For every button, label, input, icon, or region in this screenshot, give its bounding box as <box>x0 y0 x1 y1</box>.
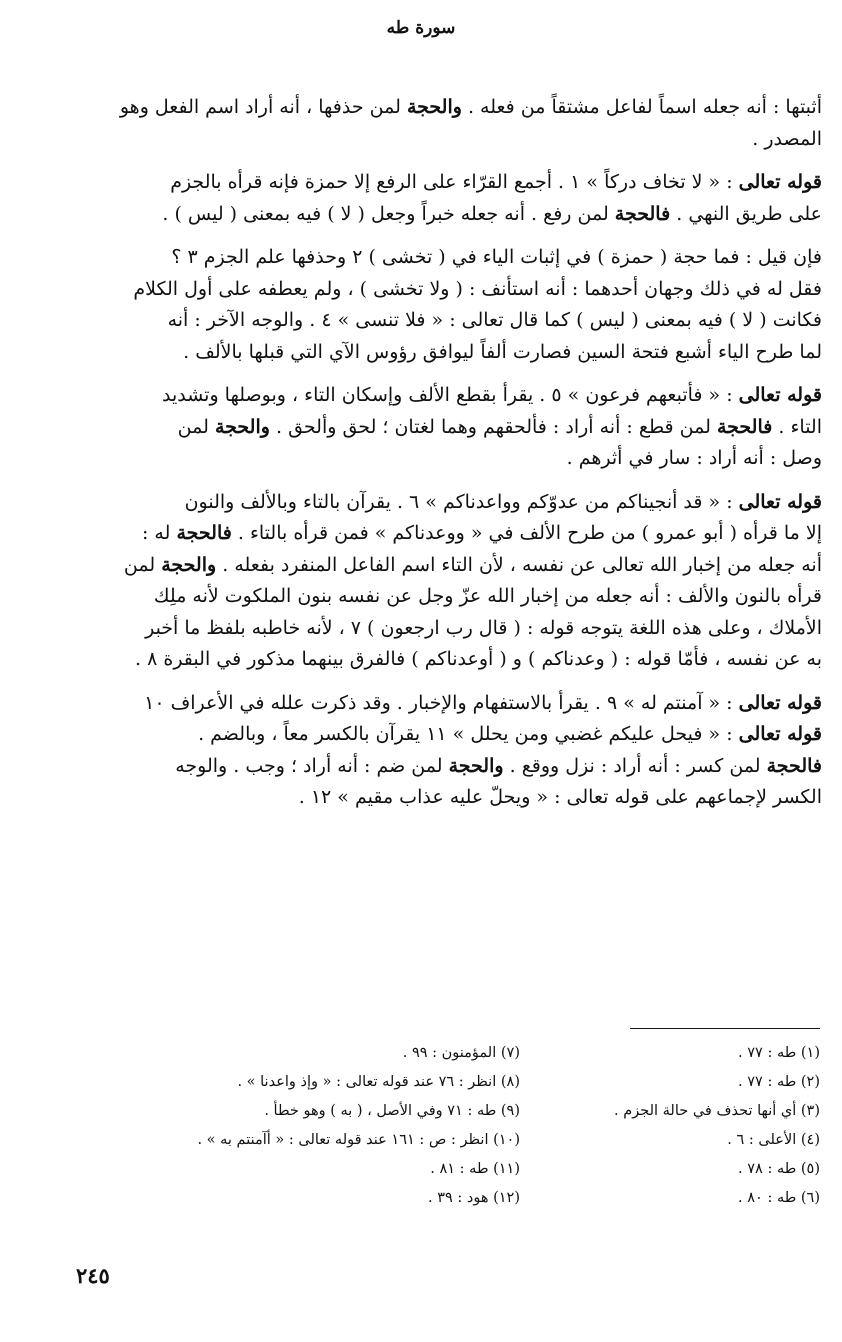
footnote: (٣) أي أنها تحذف في حالة الجزم . <box>614 1103 820 1119</box>
paragraph-4 <box>70 380 822 475</box>
text-span: لمن <box>123 553 156 576</box>
footnote: (٨) انظر : ٧٦ عند قوله تعالى : « وإذ واعدنا » . <box>237 1074 520 1090</box>
text-line <box>70 380 822 412</box>
main-text <box>70 92 822 826</box>
text-span: أنه جعله من إخبار الله تعالى عن نفسه ، لأن التاء اسم الفاعل المنفرد بفعله . <box>222 553 822 576</box>
footnote: (١٠) انظر : ص : ١٦١ عند قوله تعالى : « أآمنتم به » . <box>197 1132 520 1148</box>
text-line: فقل له في ذلك وجهان أحدهما : أنه استأنف : ( ولا تخشى ) ، ولم يعطفه على أول الكلام <box>133 277 822 300</box>
bold-term: والحجة <box>448 754 504 777</box>
page-number: ٢٤٥ <box>76 1263 110 1288</box>
footnote-row <box>100 1132 820 1161</box>
text-line <box>70 199 822 231</box>
text-line <box>70 688 822 720</box>
text-span: لمن ضم : أنه أراد ؛ وجب . والوجه <box>175 754 443 777</box>
text-line: فكانت ( لا ) فيه بمعنى ( ليس ) كما قال تعالى : « فلا تنسى » ٤ . والوجه الآخر : أنه <box>167 309 822 331</box>
text-line: الكسر لإجماعهم على قوله تعالى : « ويحلّ عليه عذاب مقيم » ١٢ . <box>298 786 822 808</box>
footnote: (٤) الأعلى : ٦ . <box>727 1132 820 1148</box>
text-span: : « فيحل عليكم غضبي ومن يحلل » ١١ يقرآن بالكسر معاً ، وبالضم . <box>198 723 733 745</box>
paragraph-1 <box>70 92 822 155</box>
text-span: لمن حذفها ، أنه أراد اسم الفعل وهو <box>119 96 401 118</box>
text-line <box>70 751 822 783</box>
footnotes <box>100 1045 820 1219</box>
text-span: له : <box>141 522 171 544</box>
footnote: (٩) طه : ٧١ وفي الأصل ، ( به ) وهو خطأ . <box>264 1103 520 1119</box>
bold-term: والحجة <box>161 553 217 576</box>
text-line: الأملاك ، وعلى هذه اللغة يتوجه قوله : ( قال رب ارجعون ) ٧ ، لأنه خاطبه بلفظ ما أخبر <box>145 616 822 639</box>
bold-term: فالحجة <box>614 202 671 225</box>
footnote-row <box>100 1045 820 1074</box>
text-line: المصدر . <box>752 127 822 150</box>
text-span: لمن قطع : أنه أراد : فألحقهم وهما لغتان ؛ لحق وألحق . <box>275 415 711 438</box>
text-span: : « قد أنجيناكم من عدوّكم وواعدناكم » ٦ . يقرآن بالتاء وبالألف والنون <box>184 490 733 513</box>
text-line: وصل : أنه أراد : سار في أثرهم . <box>566 447 822 469</box>
paragraph-6 <box>70 688 822 814</box>
footnote: (١١) طه : ٨١ . <box>430 1161 520 1177</box>
text-span: إلا ما قرأه ( أبو عمرو ) من طرح الألف في « ووعدناكم » فمن قرأه بالتاء . <box>237 522 822 544</box>
bold-term: فالحجة <box>766 754 822 777</box>
footnote: (١) طه : ٧٧ . <box>738 1045 820 1061</box>
bold-term: قوله تعالى <box>738 723 822 745</box>
footnote: (٦) طه : ٨٠ . <box>738 1190 820 1206</box>
text-line <box>70 719 822 751</box>
text-line: به عن نفسه ، فأمّا قوله : ( وعدناكم ) و ( أوعدناكم ) فالفرق بينهما مذكور في البقرة ٨ . <box>135 648 822 670</box>
text-span: : « لا تخاف دركاً » ١ . أجمع القرّاء على الرفع إلا حمزة فإنه قرأه بالجزم <box>170 171 733 193</box>
paragraph-3 <box>70 242 822 368</box>
text-span: لمن <box>177 415 209 438</box>
paragraph-2 <box>70 167 822 230</box>
bold-term: قوله تعالى <box>738 384 822 406</box>
bold-term: قوله تعالى <box>738 171 822 193</box>
text-line <box>70 92 822 124</box>
text-line <box>70 550 822 582</box>
text-line: لما طرح الياء أشبع فتحة السين فصارت ألفاً ليوافق رؤوس الآي التي قبلها بالألف . <box>183 340 822 363</box>
bold-term: قوله تعالى <box>738 691 822 714</box>
text-span: لمن رفع . أنه جعله خبراً وجعل ( لا ) فيه بمعنى ( ليس ) . <box>162 202 609 225</box>
text-span: على طريق النهي . <box>676 202 822 225</box>
text-line: قرأه بالنون والألف : أنه جعله من إخبار الله عزّ وجل عن نفسه بنون الملكوت لأنه ملِك <box>153 585 822 607</box>
footnote-row <box>100 1190 820 1219</box>
bold-term: قوله تعالى <box>738 490 822 513</box>
footnote: (١٢) هود : ٣٩ . <box>427 1190 520 1206</box>
paragraph-5 <box>70 487 822 676</box>
text-line <box>70 487 822 519</box>
text-line <box>70 412 822 444</box>
text-span: التاء . <box>778 415 822 438</box>
footnote: (٧) المؤمنون : ٩٩ . <box>402 1045 520 1061</box>
bold-term: والحجة <box>406 96 462 118</box>
bold-term: والحجة <box>214 415 270 438</box>
footnote: (٥) طه : ٧٨ . <box>738 1161 820 1177</box>
text-span: أثبتها : أنه جعله اسماً لفاعل مشتقاً من فعله . <box>467 96 822 118</box>
text-line: فإن قيل : فما حجة ( حمزة ) في إثبات الياء في ( تخشى ) ٢ وحذفها علم الجزم ٣ ؟ <box>171 246 822 268</box>
text-span: : « آمنتم له » ٩ . يقرأ بالاستفهام والإخبار . وقد ذكرت علله في الأعراف ١٠ <box>144 691 733 714</box>
text-line <box>70 167 822 199</box>
bold-term: فالحجة <box>176 522 232 544</box>
footnote-divider <box>630 1028 820 1029</box>
text-span: لمن كسر : أنه أراد : نزل ووقع . <box>509 754 761 777</box>
footnote-row <box>100 1103 820 1132</box>
text-line <box>70 518 822 550</box>
page-header: سورة طه <box>386 18 456 38</box>
bold-term: فالحجة <box>716 415 773 438</box>
footnote: (٢) طه : ٧٧ . <box>738 1074 820 1090</box>
footnote-row <box>100 1161 820 1190</box>
text-span: : « فأتبعهم فرعون » ٥ . يقرأ بقطع الألف وإسكان التاء ، وبوصلها وتشديد <box>162 384 733 406</box>
footnote-row <box>100 1074 820 1103</box>
